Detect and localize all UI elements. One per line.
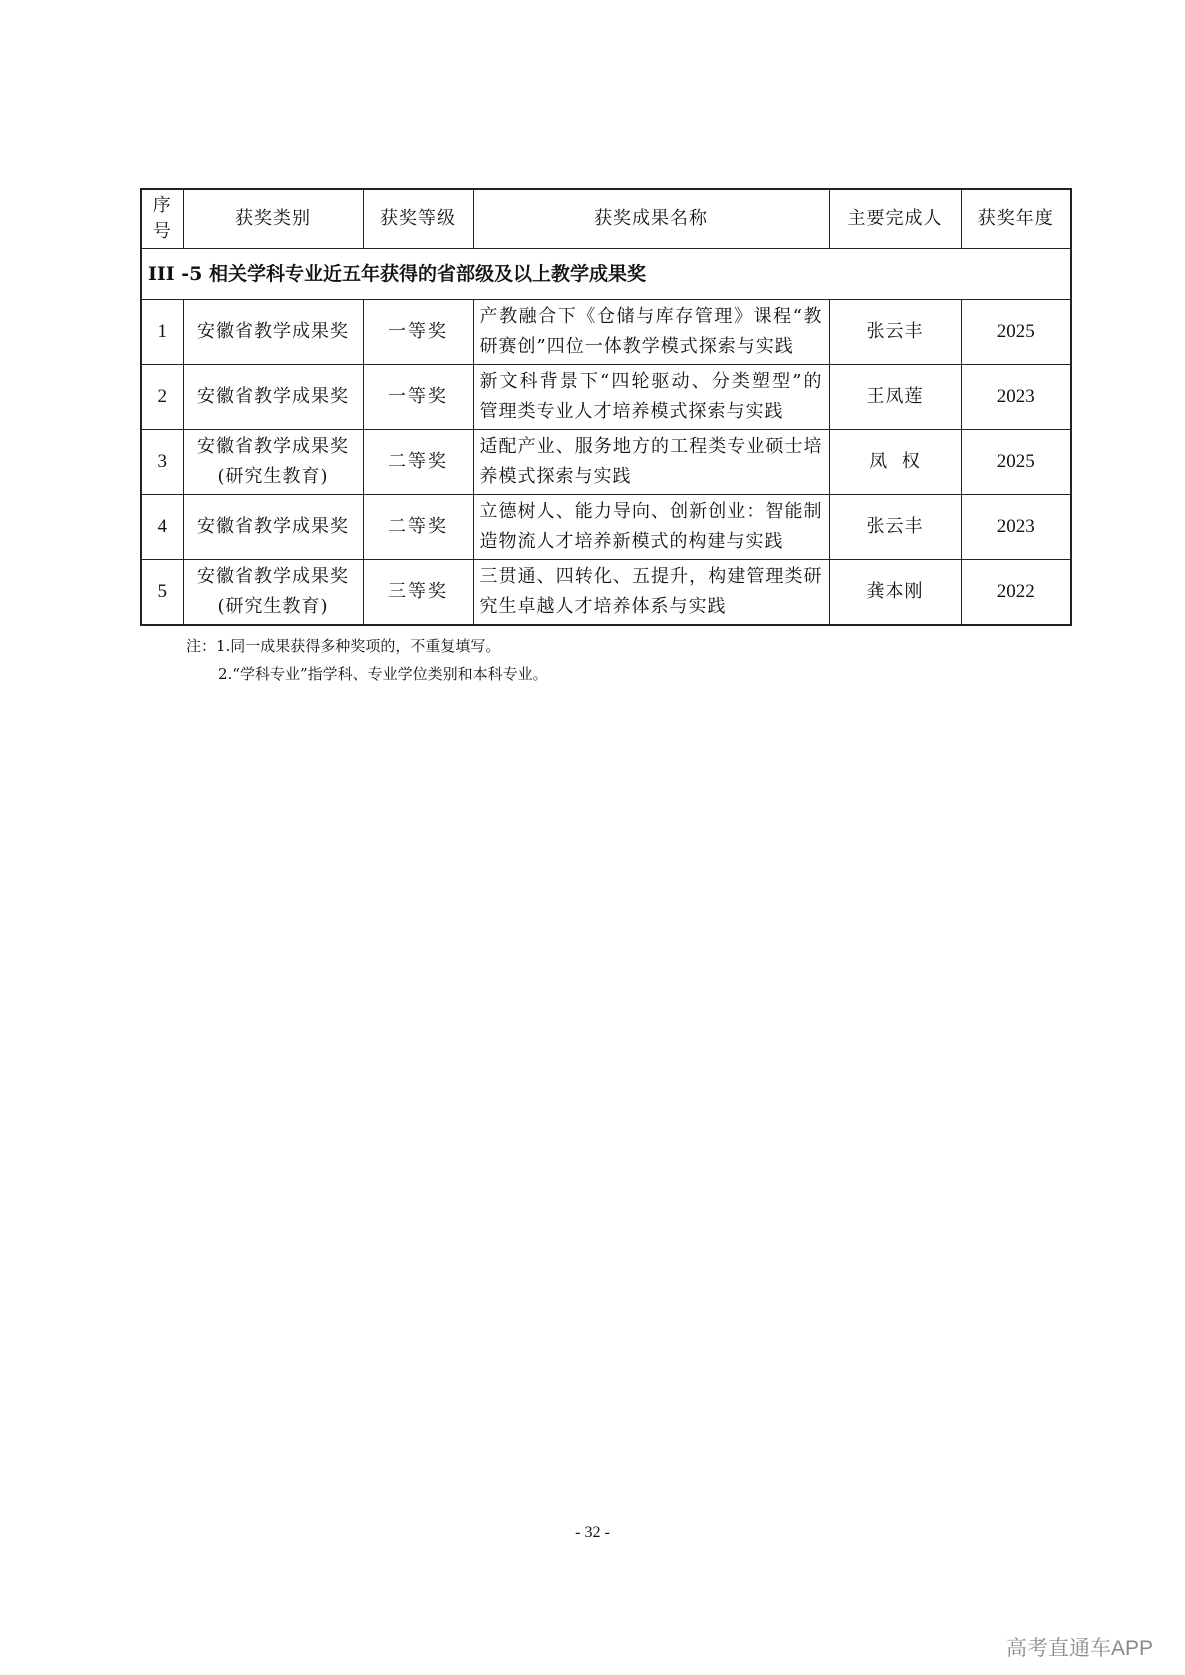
table-row	[141, 300, 1071, 365]
row-level: 三等奖	[363, 560, 473, 626]
header-index-line1: 序	[152, 195, 172, 216]
table-row	[141, 560, 1071, 626]
row-achievement-name: 新文科背景下“四轮驱动、分类塑型”的管理类专业人才培养模式探索与实践	[473, 365, 829, 430]
row-index: 4	[141, 495, 183, 560]
row-year: 2022	[961, 560, 1071, 626]
row-category-line1: 安徽省教学成果奖	[197, 516, 349, 537]
row-category	[183, 365, 363, 430]
note-line-1: 注：1.同一成果获得多种奖项的，不重复填写。	[186, 637, 501, 655]
header-person: 主要完成人	[829, 189, 961, 249]
row-category-line2: (研究生教育)	[217, 466, 329, 487]
row-year: 2025	[961, 430, 1071, 495]
row-person-text: 凤 权	[869, 451, 921, 472]
header-name: 获奖成果名称	[473, 189, 829, 249]
row-category-line1: 安徽省教学成果奖	[197, 436, 349, 457]
row-person: 龚本刚	[829, 560, 961, 626]
row-person: 张云丰	[829, 495, 961, 560]
table-notes	[186, 632, 548, 688]
row-achievement-name: 立德树人、能力导向、创新创业：智能制造物流人才培养新模式的构建与实践	[473, 495, 829, 560]
row-index: 5	[141, 560, 183, 626]
header-index	[141, 189, 183, 249]
row-index: 2	[141, 365, 183, 430]
watermark: 高考直通车APP	[1005, 1637, 1153, 1660]
row-category-line1: 安徽省教学成果奖	[197, 386, 349, 407]
row-category	[183, 430, 363, 495]
row-person: 张云丰	[829, 300, 961, 365]
table-header-row	[141, 189, 1071, 249]
row-person	[829, 430, 961, 495]
row-index: 1	[141, 300, 183, 365]
row-year: 2025	[961, 300, 1071, 365]
page-number: - 32 -	[575, 1524, 610, 1541]
table-row	[141, 495, 1071, 560]
row-year: 2023	[961, 365, 1071, 430]
row-category-line1: 安徽省教学成果奖	[197, 566, 349, 587]
note-line-2: 2.“学科专业”指学科、专业学位类别和本科专业。	[218, 665, 548, 683]
table-title: III -5 相关学科专业近五年获得的省部级及以上教学成果奖	[141, 249, 1071, 300]
header-year: 获奖年度	[961, 189, 1071, 249]
row-index: 3	[141, 430, 183, 495]
row-level: 一等奖	[363, 300, 473, 365]
row-person: 王凤莲	[829, 365, 961, 430]
row-level: 一等奖	[363, 365, 473, 430]
table-row	[141, 365, 1071, 430]
header-index-line2: 号	[152, 221, 172, 242]
awards-table	[140, 188, 1072, 626]
table-row	[141, 430, 1071, 495]
row-achievement-name: 三贯通、四转化、五提升，构建管理类研究生卓越人才培养体系与实践	[473, 560, 829, 626]
row-category	[183, 560, 363, 626]
header-category: 获奖类别	[183, 189, 363, 249]
row-level: 二等奖	[363, 430, 473, 495]
row-achievement-name: 适配产业、服务地方的工程类专业硕士培养模式探索与实践	[473, 430, 829, 495]
row-category-line1: 安徽省教学成果奖	[197, 321, 349, 342]
row-category	[183, 495, 363, 560]
row-level: 二等奖	[363, 495, 473, 560]
row-category	[183, 300, 363, 365]
header-level: 获奖等级	[363, 189, 473, 249]
row-year: 2023	[961, 495, 1071, 560]
row-category-line2: (研究生教育)	[217, 596, 329, 617]
row-achievement-name: 产教融合下《仓储与库存管理》课程“教研赛创”四位一体教学模式探索与实践	[473, 300, 829, 365]
